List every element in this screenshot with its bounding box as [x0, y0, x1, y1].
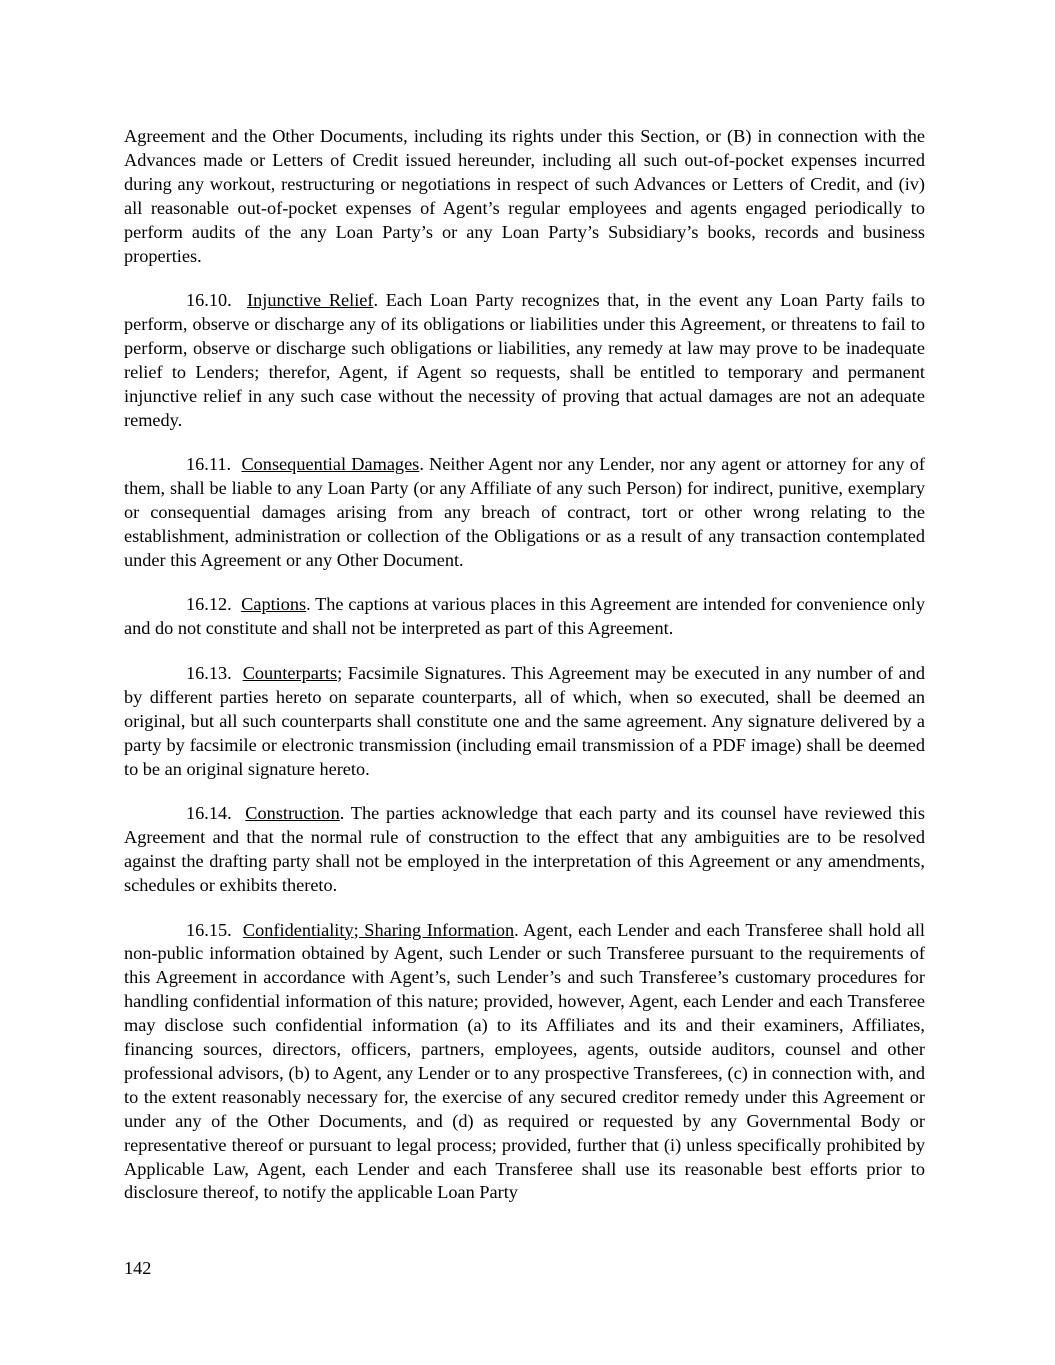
section-heading: Confidentiality; Sharing Information — [242, 919, 515, 940]
section-text: . Each Loan Party recognizes that, in the event any Loan Party fails to perform, observe or discharge any of its obligations or liabilities under this Agreement, or threatens to fail to perform, observe or discharge such obligations or liabilities, any remedy at law may prove to be inadequate relief to Lenders; therefor, Agent, if Agent so requests, shall be entitled to temporary and permanent injunctive relief in any such case without the necessity of proving that actual damages are not an adequate remedy. — [124, 290, 926, 430]
section-text: . Neither Agent nor any Lender, nor any agent or attorney for any of them, shall be liable to any Loan Party (or any Affiliate of any such Person) for indirect, punitive, exemplary or consequential damages arising from any breach of contract, tort or other wrong relating to the establishment, administration or collection of the Obligations or as a result of any transaction contemplated under this Agreement or any Other Document. — [124, 454, 925, 570]
section-number: 16.11. — [186, 454, 232, 475]
section-heading: Construction — [245, 803, 340, 824]
section-16-12 — [124, 593, 925, 641]
section-16-15 — [124, 919, 925, 1206]
section-text: . The captions at various places in this Agreement are intended for convenience only and do not constitute and shall not be interpreted as part of this Agreement. — [124, 594, 925, 639]
section-16-10 — [124, 289, 925, 432]
section-text: . This Agreement may be executed in any number of and by different parties hereto on separate counterparts, all of which, when so executed, shall be deemed an original, but all such counterparts shall constitute one and the same agreement. Any signature delivered by a party by facsimile or electronic transmission (including email transmission of a PDF image) shall be deemed to be an original signature hereto. — [124, 662, 926, 779]
lead-paragraph: Agreement and the Other Documents, including its rights under this Section, or (B) in connection with the Advances made or Letters of Credit issued hereunder, including all such out-of-pocket expenses incurred during any workout, restructuring or negotiations in respect of such Advances or Letters of Credit, and (iv) all reasonable out-of-pocket expenses of Agent’s regular employees and agents engaged periodically to perform audits of the any Loan Party’s or any Loan Party’s Subsidiary’s books, records and business properties. — [124, 126, 925, 266]
section-number: 16.14. — [186, 803, 232, 824]
section-heading: Captions — [241, 594, 307, 615]
section-16-11 — [124, 453, 925, 573]
section-number: 16.12. — [186, 594, 232, 615]
section-heading-suffix: ; Facsimile Signatures — [337, 662, 502, 683]
body-text — [124, 125, 925, 1226]
section-text: . The parties acknowledge that each party and its counsel have reviewed this Agreement and that the normal rule of construction to the effect that any ambiguities are to be resolved against the drafting party shall not be employed in the interpretation of this Agreement or any amendments, schedules or exhibits thereto. — [124, 803, 926, 895]
section-heading: Injunctive Relief — [247, 290, 374, 311]
section-text: . Agent, each Lender and each Transferee shall hold all non-public information obtained by Agent, such Lender or such Transferee pursuant to the requirements of this Agreement in accordance with Agent’s, such Lender’s and such Transferee’s customary procedures for handling confidential information of this nature; provided, however, Agent, each Lender and each Transferee may disclose such confidential information (a) to its Affiliates and its and their examiners, Affiliates, financing sources, directors, officers, partners, employees, agents, outside auditors, counsel and other professional advisors, (b) to Agent, any Lender or to any prospective Transferees, (c) in connection with, and to the extent reasonably necessary for, the exercise of any secured creditor remedy under this Agreement or under any of the Other Documents, and (d) as required or requested by any Governmental Body or representative thereof or pursuant to legal process; provided, further that (i) unless specifically prohibited by Applicable Law, Agent, each Lender and each Transferee shall use its reasonable best efforts prior to disclosure thereof, to notify the applicable Loan Party — [124, 919, 925, 1203]
section-number: 16.13. — [186, 662, 232, 683]
section-number: 16.10. — [186, 290, 232, 311]
section-heading: Counterparts — [242, 662, 338, 683]
section-heading: Consequential Damages — [241, 454, 420, 475]
section-number: 16.15. — [186, 919, 232, 940]
page-number: 142 — [124, 1258, 152, 1278]
section-16-14 — [124, 802, 925, 898]
section-16-13 — [124, 662, 925, 782]
